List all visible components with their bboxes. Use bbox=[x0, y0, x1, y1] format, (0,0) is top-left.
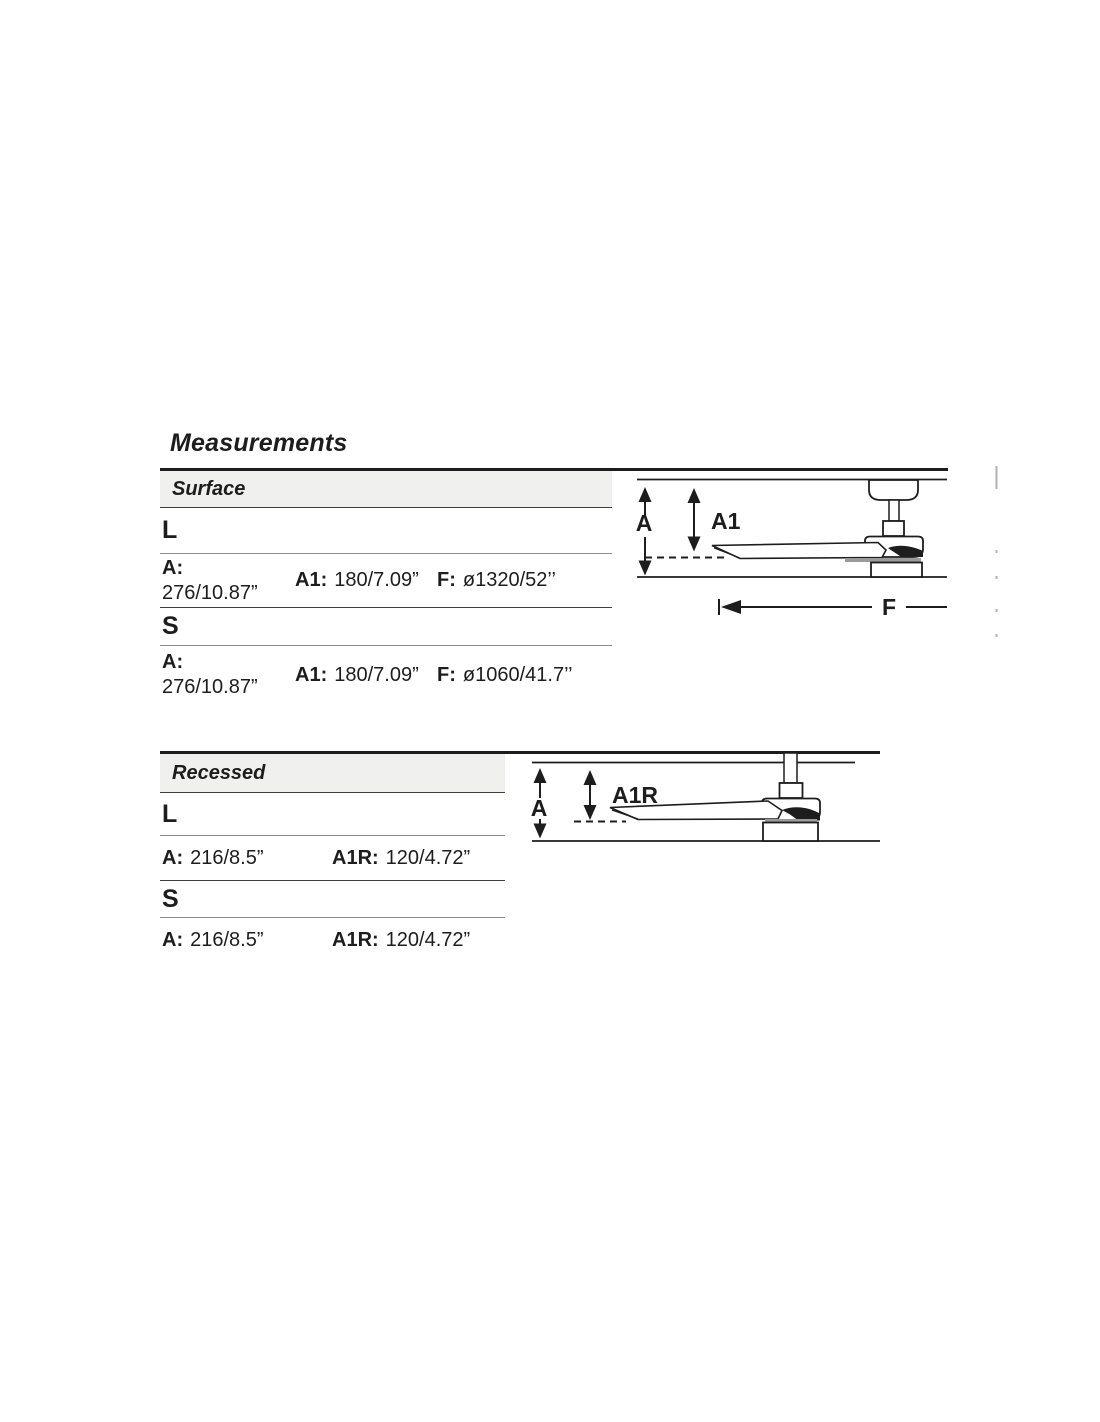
downrod bbox=[784, 753, 797, 783]
variant-row-l bbox=[160, 793, 505, 836]
arrowhead-up bbox=[639, 487, 652, 502]
variant-label: L bbox=[162, 516, 178, 544]
measurement-row bbox=[160, 918, 505, 963]
measurement-value: 120/4.72” bbox=[385, 929, 471, 951]
measurement-row bbox=[160, 646, 612, 704]
variant-row-s bbox=[160, 881, 505, 918]
measurement-a bbox=[160, 556, 293, 606]
measurement-value: 180/7.09” bbox=[334, 663, 419, 686]
rod-coupler bbox=[883, 521, 904, 536]
measurement-value: 276/10.87” bbox=[162, 676, 258, 698]
dimension-a1 bbox=[688, 488, 741, 552]
measurement-value: ø1060/41.7’’ bbox=[462, 663, 573, 686]
variant-row-s bbox=[160, 608, 612, 646]
dimension-a1r-label: A1R bbox=[612, 782, 659, 808]
light-kit bbox=[871, 563, 922, 578]
dimension-a bbox=[636, 487, 653, 576]
arrowhead-up bbox=[688, 488, 701, 503]
measurement-value: 120/4.72” bbox=[385, 846, 471, 869]
recessed-table bbox=[160, 754, 505, 963]
measurement-label: A1R: bbox=[332, 929, 379, 951]
fan-blade bbox=[712, 543, 886, 559]
dimension-a bbox=[531, 768, 548, 839]
recessed-mounting-diagram bbox=[505, 740, 905, 855]
arrowhead-left bbox=[721, 600, 741, 614]
measurement-value: ø1320/52’’ bbox=[462, 569, 556, 591]
surface-table bbox=[160, 471, 612, 704]
blade-underside-shade bbox=[845, 558, 921, 562]
measurement-value: 216/8.5” bbox=[190, 929, 264, 951]
measurement-a1 bbox=[293, 664, 435, 687]
canopy bbox=[869, 480, 918, 500]
dimension-f-label: F bbox=[881, 594, 897, 620]
measurement-f bbox=[435, 664, 573, 687]
measurement-label: A: bbox=[162, 846, 184, 869]
measurement-value: 216/8.5” bbox=[190, 846, 264, 869]
measurement-label: A1: bbox=[295, 663, 328, 686]
measurement-label: F: bbox=[437, 569, 456, 591]
downrod bbox=[889, 500, 899, 521]
dimension-f bbox=[719, 594, 947, 620]
rod-coupler bbox=[780, 783, 803, 798]
measurement-value: 180/7.09” bbox=[334, 569, 419, 591]
surface-section-header-label: Surface bbox=[172, 477, 246, 500]
measurement-f bbox=[435, 569, 556, 592]
light-kit bbox=[763, 823, 818, 842]
arrowhead-up bbox=[534, 768, 547, 783]
measurement-a1 bbox=[293, 569, 435, 592]
measurement-a1r bbox=[330, 929, 470, 952]
measurement-row bbox=[160, 836, 505, 881]
measurement-label: A: bbox=[162, 929, 184, 951]
arrowhead-down bbox=[639, 561, 652, 576]
measurement-label: A: bbox=[162, 651, 184, 673]
measurement-label: A1R: bbox=[332, 846, 379, 869]
measurement-label: A1: bbox=[295, 569, 328, 591]
surface-mounting-diagram bbox=[600, 460, 1010, 650]
measurement-label: A: bbox=[162, 556, 184, 579]
variant-label: S bbox=[162, 612, 179, 640]
measurement-label: F: bbox=[437, 663, 456, 686]
measurement-a1r bbox=[330, 847, 470, 870]
measurement-a bbox=[160, 650, 293, 700]
recessed-section-header-label: Recessed bbox=[172, 761, 266, 784]
measurement-a bbox=[160, 847, 330, 870]
dimension-a-label: A bbox=[635, 510, 653, 536]
variant-label: S bbox=[162, 884, 179, 913]
measurement-a bbox=[160, 929, 330, 952]
measurement-value: 276/10.87” bbox=[162, 581, 258, 604]
page-title: Measurements bbox=[170, 429, 348, 457]
dimension-a-label: A bbox=[530, 795, 548, 821]
dimension-a1-label: A1 bbox=[711, 508, 741, 534]
arrowhead-down bbox=[534, 824, 547, 839]
arrowhead-down bbox=[688, 537, 701, 552]
variant-row-l bbox=[160, 508, 612, 554]
surface-section-header bbox=[160, 471, 612, 508]
measurement-row bbox=[160, 554, 612, 608]
recessed-section-header bbox=[160, 754, 505, 793]
variant-label: L bbox=[162, 799, 178, 828]
arrowhead-down bbox=[584, 805, 597, 820]
arrowhead-up bbox=[584, 770, 597, 785]
